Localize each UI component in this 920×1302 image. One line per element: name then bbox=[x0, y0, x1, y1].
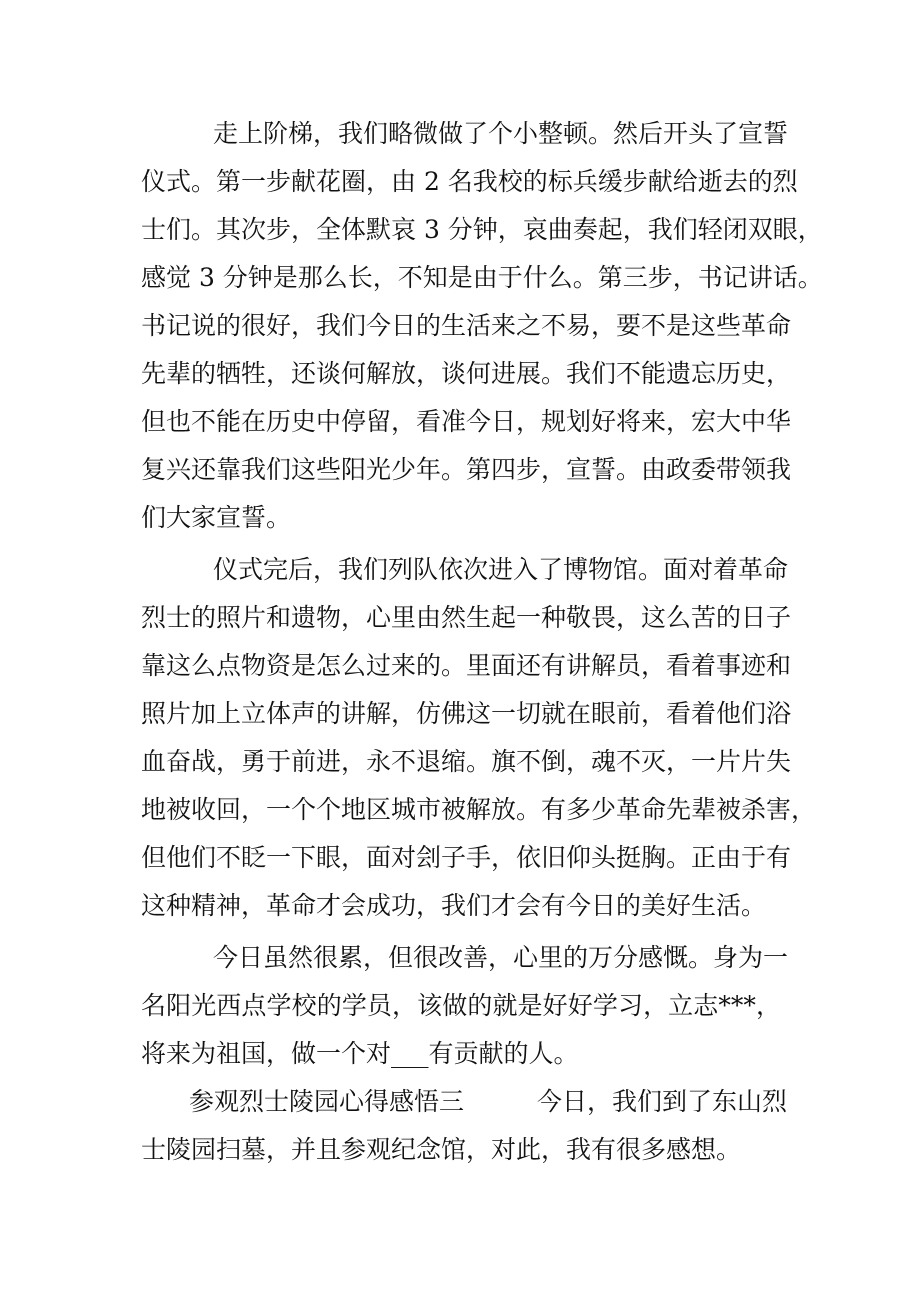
paragraph-1-line-5: 书记说的很好，我们今日的生活来之不易，要不是这些革命 bbox=[141, 311, 792, 340]
paragraph-2-line-3: 靠这么点物资是怎么过来的。里面还有讲解员，看着事迹和 bbox=[141, 651, 792, 680]
section-heading-title: 参观烈士陵园心得感悟三 bbox=[189, 1087, 465, 1116]
paragraph-1-line-7: 但也不能在历史中停留，看准今日，规划好将来，宏大中华 bbox=[141, 407, 792, 436]
paragraph-2-line-6: 地被收回，一个个地区城市被解放。有多少革命先辈被杀害， bbox=[141, 795, 817, 824]
paragraph-3-line-2: 名阳光西点学校的学员，该做的就是好好学习，立志***， bbox=[141, 991, 781, 1020]
paragraph-2-line-7: 但他们不眨一下眼，面对刽子手，依旧仰头挺胸。正由于有 bbox=[141, 843, 792, 872]
paragraph-1-line-9: 们大家宣誓。 bbox=[141, 503, 292, 532]
section-heading-first-line: 今日，我们到了东山烈 bbox=[537, 1087, 788, 1116]
paragraph-1-line-8: 复兴还靠我们这些阳光少年。第四步，宣誓。由政委带领我 bbox=[141, 455, 792, 484]
paragraph-2-line-4: 照片加上立体声的讲解，仿佛这一切就在眼前，看着他们浴 bbox=[141, 699, 792, 728]
paragraph-1-line-3: 士们。其次步，全体默哀 3 分钟，哀曲奏起，我们轻闭双眼， bbox=[141, 215, 823, 244]
paragraph-2-line-5: 血奋战，勇于前进，永不退缩。旗不倒，魂不灭，一片片失 bbox=[141, 747, 792, 776]
paragraph-1-line-6: 先辈的牺牲，还谈何解放，谈何进展。我们不能遗忘历史， bbox=[141, 359, 792, 388]
paragraph-1-line-2: 仪式。第一步献花圈，由 2 名我校的标兵缓步献给逝去的烈 bbox=[141, 167, 798, 196]
paragraph-3-line-1: 今日虽然很累，但很改善，心里的万分感慨。身为一 bbox=[213, 943, 789, 972]
paragraph-3-line-3: 将来为祖国，做一个对___有贡献的人。 bbox=[141, 1039, 579, 1068]
section-second-line: 士陵园扫墓，并且参观纪念馆，对此，我有很多感想。 bbox=[141, 1135, 742, 1164]
section-heading-row bbox=[189, 1087, 788, 1117]
paragraph-2-line-8: 这种精神，革命才会成功，我们才会有今日的美好生活。 bbox=[141, 891, 767, 920]
paragraph-2-line-1: 仪式完后，我们列队依次进入了博物馆。面对着革命 bbox=[213, 555, 789, 584]
paragraph-1-line-1: 走上阶梯，我们略微做了个小整顿。然后开头了宣誓 bbox=[213, 119, 789, 148]
paragraph-1-line-4: 感觉 3 分钟是那么长，不知是由于什么。第三步，书记讲话。 bbox=[141, 263, 823, 292]
paragraph-2-line-2: 烈士的照片和遗物，心里由然生起一种敬畏，这么苦的日子 bbox=[141, 603, 792, 632]
